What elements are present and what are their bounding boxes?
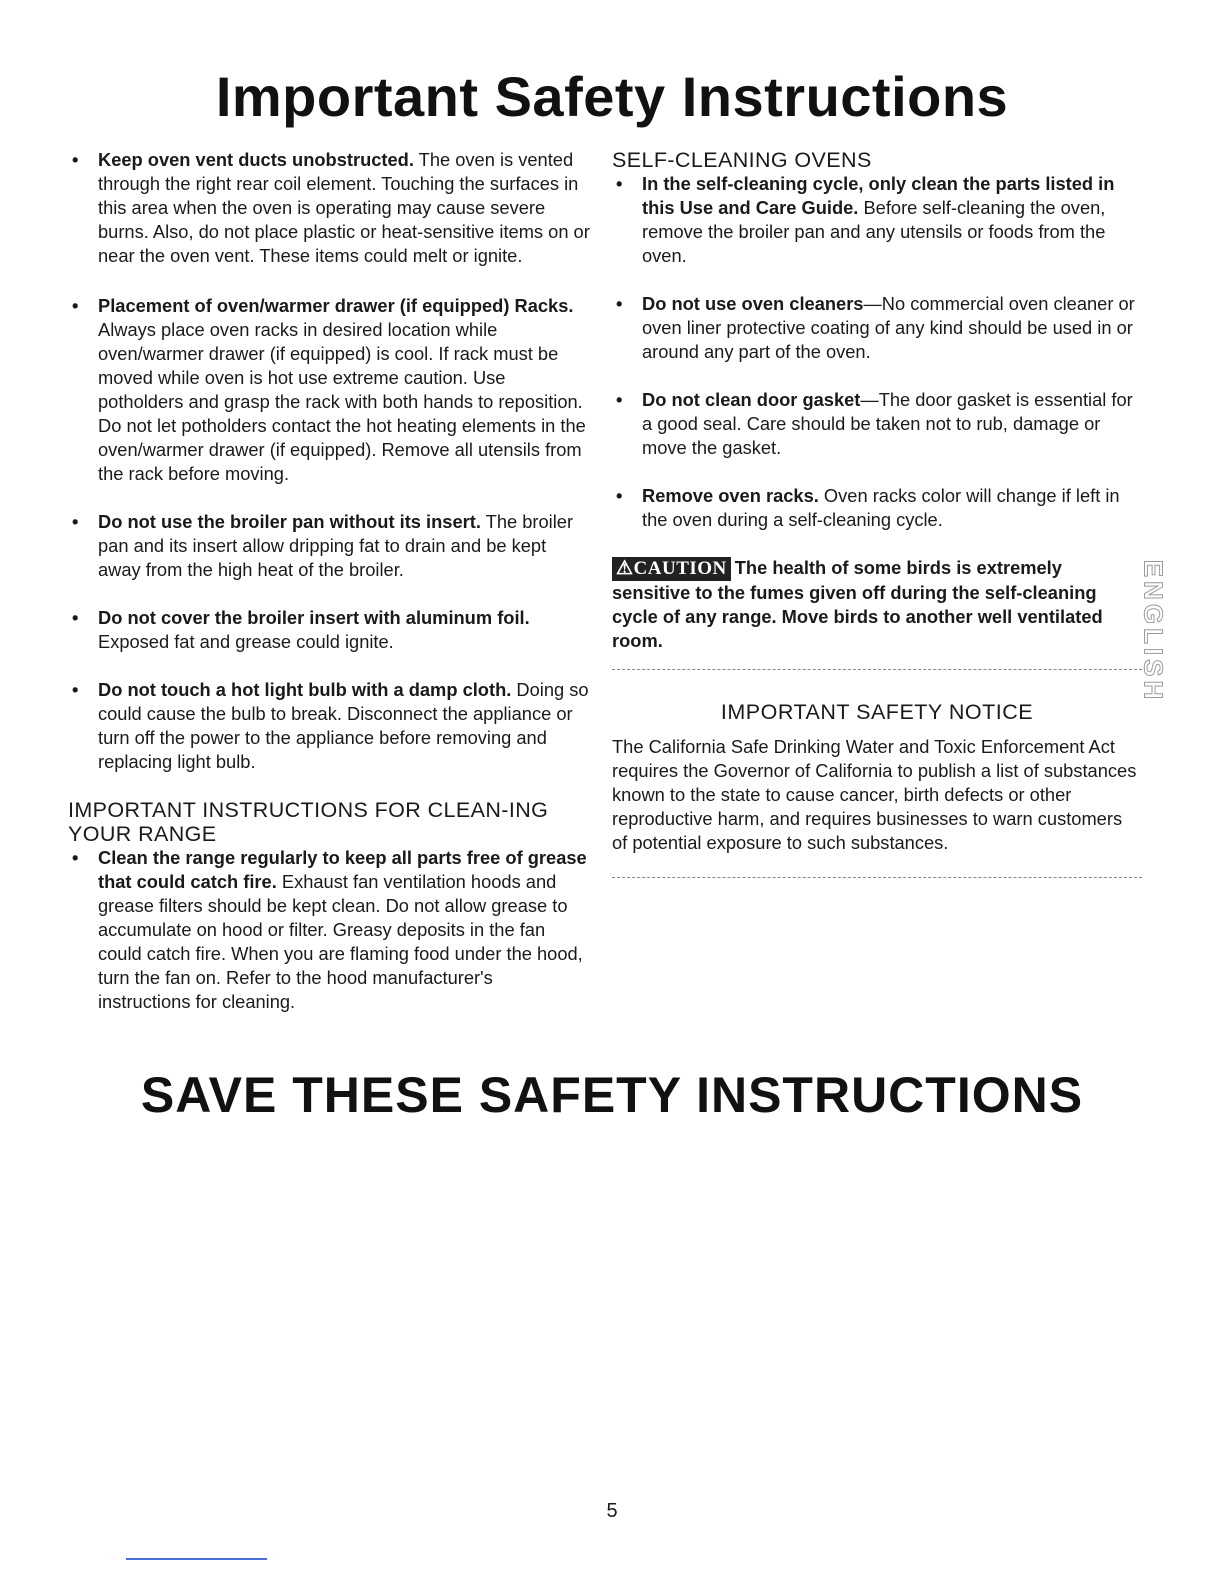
list-item: [612, 172, 1142, 268]
bullet-icon: •: [616, 485, 623, 506]
item-lead: Do not cover the broiler insert with aluminum foil.: [98, 607, 530, 628]
item-lead: Do not use the broiler pan without its insert.: [98, 511, 481, 532]
list-item: [68, 148, 590, 268]
item-text: —No commercial oven cleaner or oven liner protective coating of any kind should be used in or around any part of the oven.: [642, 293, 1135, 362]
item-text: —The door gasket is essential for a good seal. Care should be taken not to rub, damage or move the gasket.: [642, 389, 1133, 458]
bullet-icon: •: [72, 295, 79, 316]
list-item: [68, 510, 590, 582]
list-item: [68, 678, 590, 774]
item-lead: Do not touch a hot light bulb with a damp cloth.: [98, 679, 512, 700]
item-lead: Remove oven racks.: [642, 485, 819, 506]
bullet-icon: •: [72, 511, 79, 532]
list-item: [68, 606, 590, 654]
notice-body: The California Safe Drinking Water and Toxic Enforcement Act requires the Governor of California to publish a list of substances known to the state to cause cancer, birth defects or other reproductive harm, and requires businesses to warn customers of potential exposure to such substances.: [612, 735, 1142, 878]
language-tab-label: ENGLISH: [1138, 559, 1169, 703]
save-banner: SAVE THESE SAFETY INSTRUCTIONS: [140, 1067, 1084, 1123]
right-column: [612, 148, 1142, 878]
list-item: [612, 292, 1142, 364]
item-lead: Clean the range regularly to keep all parts free of grease that could catch fire.: [98, 847, 587, 892]
caution-badge: ⚠CAUTION: [612, 557, 731, 581]
list-item: [612, 484, 1142, 532]
bottom-rule: [126, 1558, 267, 1560]
notice-title: IMPORTANT SAFETY NOTICE: [720, 700, 1034, 724]
item-lead: Keep oven vent ducts unobstructed.: [98, 149, 414, 170]
cleaning-heading: IMPORTANT INSTRUCTIONS FOR CLEAN-ING YOUR RANGE: [68, 798, 549, 846]
bullet-icon: •: [616, 389, 623, 410]
list-item: [68, 846, 590, 1014]
bullet-icon: •: [72, 607, 79, 628]
self-cleaning-heading: SELF-CLEANING OVENS: [612, 148, 872, 172]
bullet-icon: •: [616, 293, 623, 314]
item-lead: Do not clean door gasket: [642, 389, 861, 410]
item-text: The broiler pan and its insert allow dripping fat to drain and be kept away from the high heat of the broiler.: [98, 511, 574, 580]
item-text: Always place oven racks in desired location while oven/warmer drawer (if equipped) is cool. If rack must be moved while oven is hot use extreme caution. Use potholders and grasp the rack with both hands to reposition. Do not let potholders contact the hot heating elements in the oven/warmer drawer (if equipped). Remove all utensils from the rack before moving.: [98, 319, 586, 484]
item-text: Oven racks color will change if left in the oven during a self-cleaning cycle.: [642, 485, 1120, 530]
caution-text: The health of some birds is extremely sensitive to the fumes given off during the self-cleaning cycle of any range. Move birds to another well ventilated room.: [612, 557, 1103, 651]
item-text: Exposed fat and grease could ignite.: [98, 631, 394, 652]
language-tab: [1133, 561, 1173, 701]
item-text: Doing so could cause the bulb to break. Disconnect the appliance or turn off the power to the appliance before removing and replacing light bulb.: [98, 679, 589, 772]
item-lead: Placement of oven/warmer drawer (if equipped) Racks.: [98, 295, 574, 316]
bullet-icon: •: [72, 847, 79, 868]
list-item: [68, 294, 590, 486]
bullet-icon: •: [72, 679, 79, 700]
left-column: [68, 148, 590, 1038]
item-lead: Do not use oven cleaners: [642, 293, 864, 314]
item-lead: In the self-cleaning cycle, only clean the parts listed in this Use and Care Guide.: [642, 173, 1115, 218]
item-text: Exhaust fan ventilation hoods and grease filters should be kept clean. Do not allow grease to accumulate on hood or filter. Greasy deposits in the fan could catch fire. When you are flaming food under the hood, turn the fan on. Refer to the hood manufacturer's instructions for cleaning.: [98, 871, 583, 1012]
page-number: 5: [606, 1500, 618, 1522]
page-title: Important Safety Instructions: [215, 65, 1009, 128]
bullet-icon: •: [72, 149, 79, 170]
item-text: Before self-cleaning the oven, remove the broiler pan and any utensils or foods from the oven.: [642, 197, 1106, 266]
bullet-icon: •: [616, 173, 623, 194]
list-item: [612, 388, 1142, 460]
caution-box: [612, 556, 1142, 670]
item-text: The oven is vented through the right rear coil element. Touching the surfaces in this area when the oven is operating may cause severe burns. Also, do not place plastic or heat-sensitive items on or near the oven vent. These items could melt or ignite.: [98, 149, 590, 266]
